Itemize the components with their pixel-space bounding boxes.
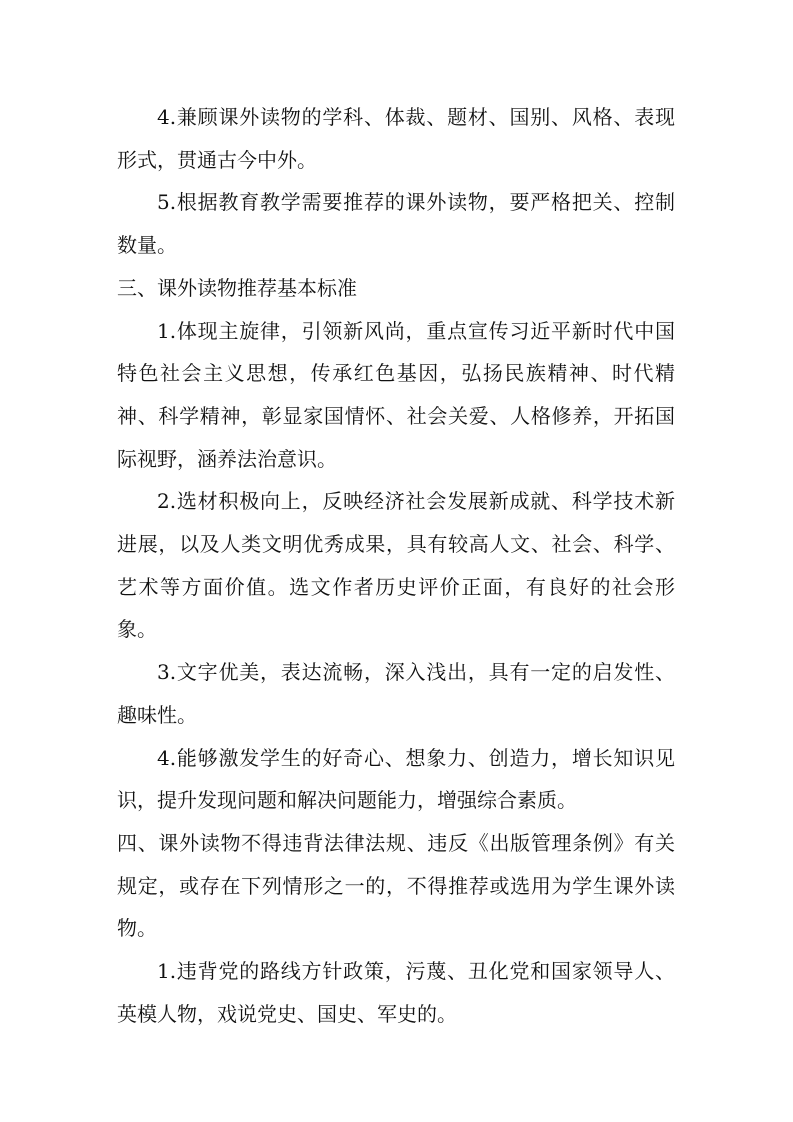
paragraph-prohibition-1: 1.违背党的路线方针政策，污蔑、丑化党和国家领导人、英模人物，戏说党史、国史、军史的。 <box>117 959 675 1026</box>
document-body <box>117 96 675 1035</box>
section-heading-3: 三、课外读物推荐基本标准 <box>117 275 357 300</box>
section-heading-4: 四、课外读物不得违背法律法规、违反《出版管理条例》有关规定，或存在下列情形之一的，不得推荐或选用为学生课外读物。 <box>117 830 675 941</box>
paragraph-standard-3: 3.文字优美，表达流畅，深入浅出，具有一定的启发性、趣味性。 <box>117 660 675 727</box>
paragraph-standard-2: 2.选材积极向上，反映经济社会发展新成就、科学技术新进展，以及人类文明优秀成果，具有较高人文、社会、科学、艺术等方面价值。选文作者历史评价正面，有良好的社会形象。 <box>117 489 675 642</box>
paragraph-standard-4: 4.能够激发学生的好奇心、想象力、创造力，增长知识见识，提升发现问题和解决问题能力，增强综合素质。 <box>117 745 675 813</box>
paragraph-standard-1: 1.体现主旋律，引领新风尚，重点宣传习近平新时代中国特色社会主义思想，传承红色基因，弘扬民族精神、时代精神、科学精神，彰显家国情怀、社会关爱、人格修养，开拓国际视野，涵养法治意识。 <box>117 318 675 471</box>
paragraph-item-5-control-quantity: 5.根据教育教学需要推荐的课外读物，要严格把关、控制数量。 <box>117 190 675 258</box>
paragraph-item-4-subjects: 4.兼顾课外读物的学科、体裁、题材、国别、风格、表现形式，贯通古今中外。 <box>117 105 675 172</box>
